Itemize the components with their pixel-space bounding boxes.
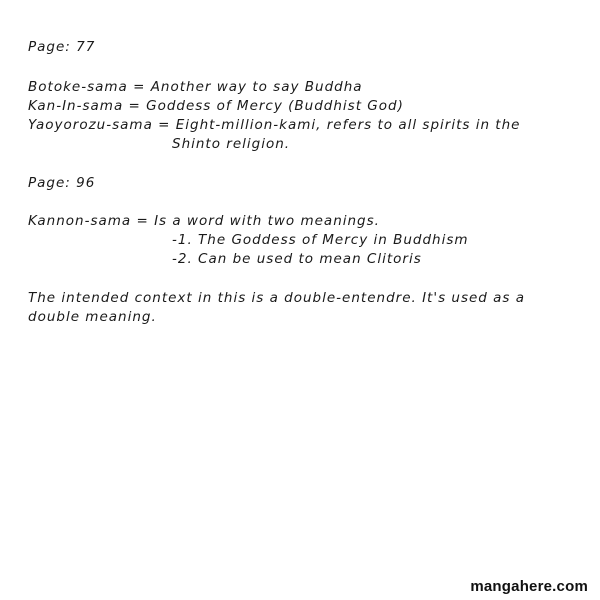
note-kannon-meaning-1: -1. The Goddess of Mercy in Buddhism [172,232,469,248]
note-kannon-sama: Kannon-sama = Is a word with two meanings. [28,213,380,229]
site-watermark: mangahere.com [470,578,588,595]
note-yaoyorozu-sama-continued: Shinto religion. [172,136,291,152]
page-77-heading: Page: 77 [28,39,96,55]
page-96-heading: Page: 96 [28,175,96,191]
note-yaoyorozu-sama: Yaoyorozu-sama = Eight-million-kami, refers to all spirits in the [28,117,521,133]
note-kan-in-sama: Kan-In-sama = Goddess of Mercy (Buddhist God) [28,98,404,114]
note-context: The intended context in this is a double-entendre. It's used as a [28,290,526,306]
note-kannon-meaning-2: -2. Can be used to mean Clitoris [172,251,422,267]
note-context-continued: double meaning. [28,309,157,325]
note-botoke-sama: Botoke-sama = Another way to say Buddha [28,79,363,95]
